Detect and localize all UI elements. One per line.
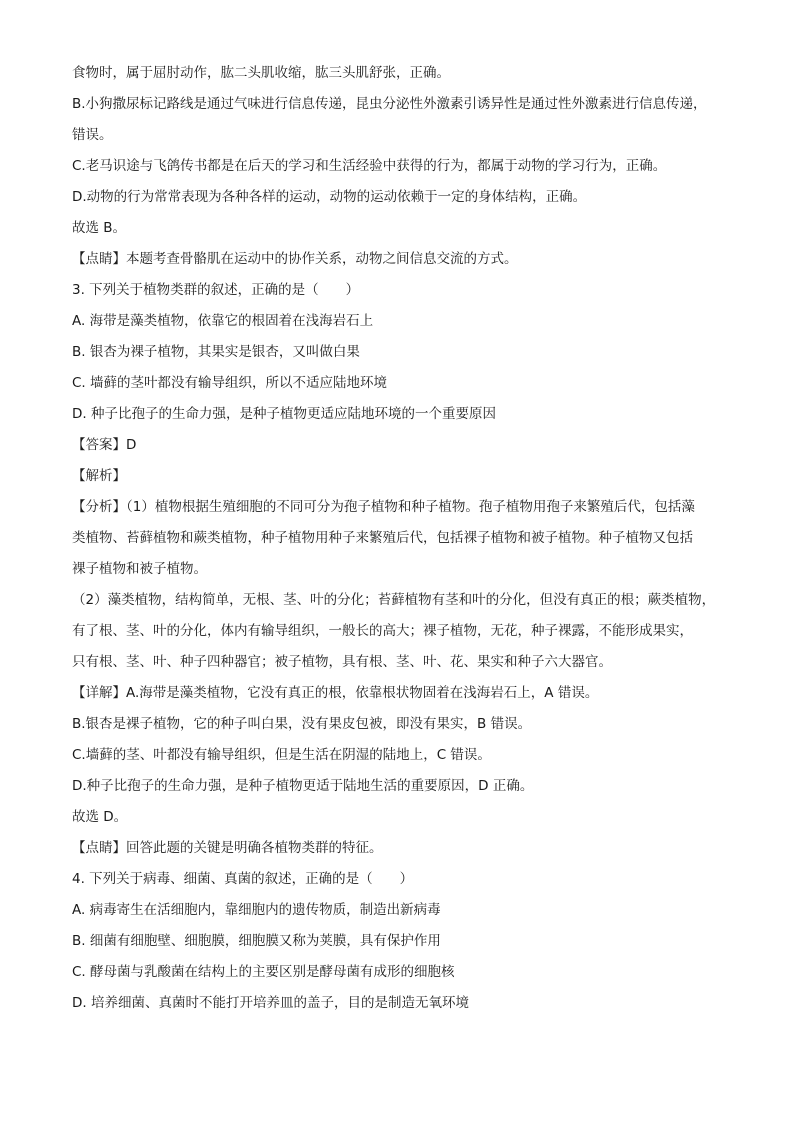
option-b: B. 细菌有细胞壁、细胞膜，细胞膜又称为荚膜，具有保护作用 xyxy=(72,933,441,949)
text-line: B.银杏是裸子植物，它的种子叫白果，没有果皮包被，即没有果实，B 错误。 xyxy=(72,716,532,732)
comment-line: 【点睛】本题考查骨骼肌在运动中的协作关系，动物之间信息交流的方式。 xyxy=(72,251,518,267)
text-line: C.老马识途与飞鸽传书都是在后天的学习和生活经验中获得的行为，都属于动物的学习行为，正确。 xyxy=(72,158,667,174)
comment-line: 【点睛】回答此题的关键是明确各植物类群的特征。 xyxy=(72,840,383,856)
question-stem: 3. 下列关于植物类群的叙述，正确的是（ ） xyxy=(72,282,360,298)
text-line: 裸子植物和被子植物。 xyxy=(72,561,207,577)
text-line: D.动物的行为常常表现为各种各样的运动，动物的运动依赖于一定的身体结构，正确。 xyxy=(72,189,587,205)
question-stem: 4. 下列关于病毒、细菌、真菌的叙述，正确的是（ ） xyxy=(72,871,414,887)
text-line: 【详解】A.海带是藻类植物，它没有真正的根，依靠根状物固着在浅海岩石上，A 错误。 xyxy=(72,685,599,701)
analysis-label: 【解析】 xyxy=(72,468,126,484)
option-c: C. 墙藓的茎叶都没有输导组织，所以不适应陆地环境 xyxy=(72,375,388,391)
text-line: 只有根、茎、叶、种子四种器官；被子植物，具有根、茎、叶、花、果实和种子六大器官。 xyxy=(72,654,612,670)
text-line: 食物时，属于屈肘动作，肱二头肌收缩，肱三头肌舒张，正确。 xyxy=(72,65,450,81)
text-line: 故选 D。 xyxy=(72,809,128,825)
answer-label: 【答案】D xyxy=(72,437,137,453)
text-line: 有了根、茎、叶的分化，体内有输导组织，一般长的高大；裸子植物，无花，种子裸露，不能形成果实， xyxy=(72,623,693,639)
text-line: 错误。 xyxy=(72,127,113,143)
text-line: C.墙藓的茎、叶都没有输导组织，但是生活在阴湿的陆地上，C 错误。 xyxy=(72,747,491,763)
option-d: D. 种子比孢子的生命力强，是种子植物更适应陆地环境的一个重要原因 xyxy=(72,406,496,422)
page-content xyxy=(72,64,722,1025)
option-a: A. 病毒寄生在活细胞内，靠细胞内的遗传物质，制造出新病毒 xyxy=(72,902,441,918)
text-line: D.种子比孢子的生命力强，是种子植物更适于陆地生活的重要原因，D 正确。 xyxy=(72,778,534,794)
text-line: 类植物、苔藓植物和蕨类植物，种子植物用种子来繁殖后代，包括裸子植物和被子植物。种子植物又包括 xyxy=(72,530,693,546)
text-line: 故选 B。 xyxy=(72,220,127,236)
text-line: B.小狗撒尿标记路线是通过气味进行信息传递，昆虫分泌性外激素引诱异性是通过性外激素进行信息传递， xyxy=(72,96,707,112)
option-d: D. 培养细菌、真菌时不能打开培养皿的盖子，目的是制造无氧环境 xyxy=(72,995,469,1011)
option-b: B. 银杏为裸子植物，其果实是银杏，又叫做白果 xyxy=(72,344,360,360)
option-a: A. 海带是藻类植物，依靠它的根固着在浅海岩石上 xyxy=(72,313,374,329)
text-line: （2）藻类植物，结构简单，无根、茎、叶的分化；苔藓植物有茎和叶的分化，但没有真正的根；蕨类植物， xyxy=(72,592,716,608)
option-c: C. 酵母菌与乳酸菌在结构上的主要区别是酵母菌有成形的细胞核 xyxy=(72,964,455,980)
text-line: 【分析】（1）植物根据生殖细胞的不同可分为孢子植物和种子植物。孢子植物用孢子来繁殖后代，包括藻 xyxy=(72,499,695,515)
